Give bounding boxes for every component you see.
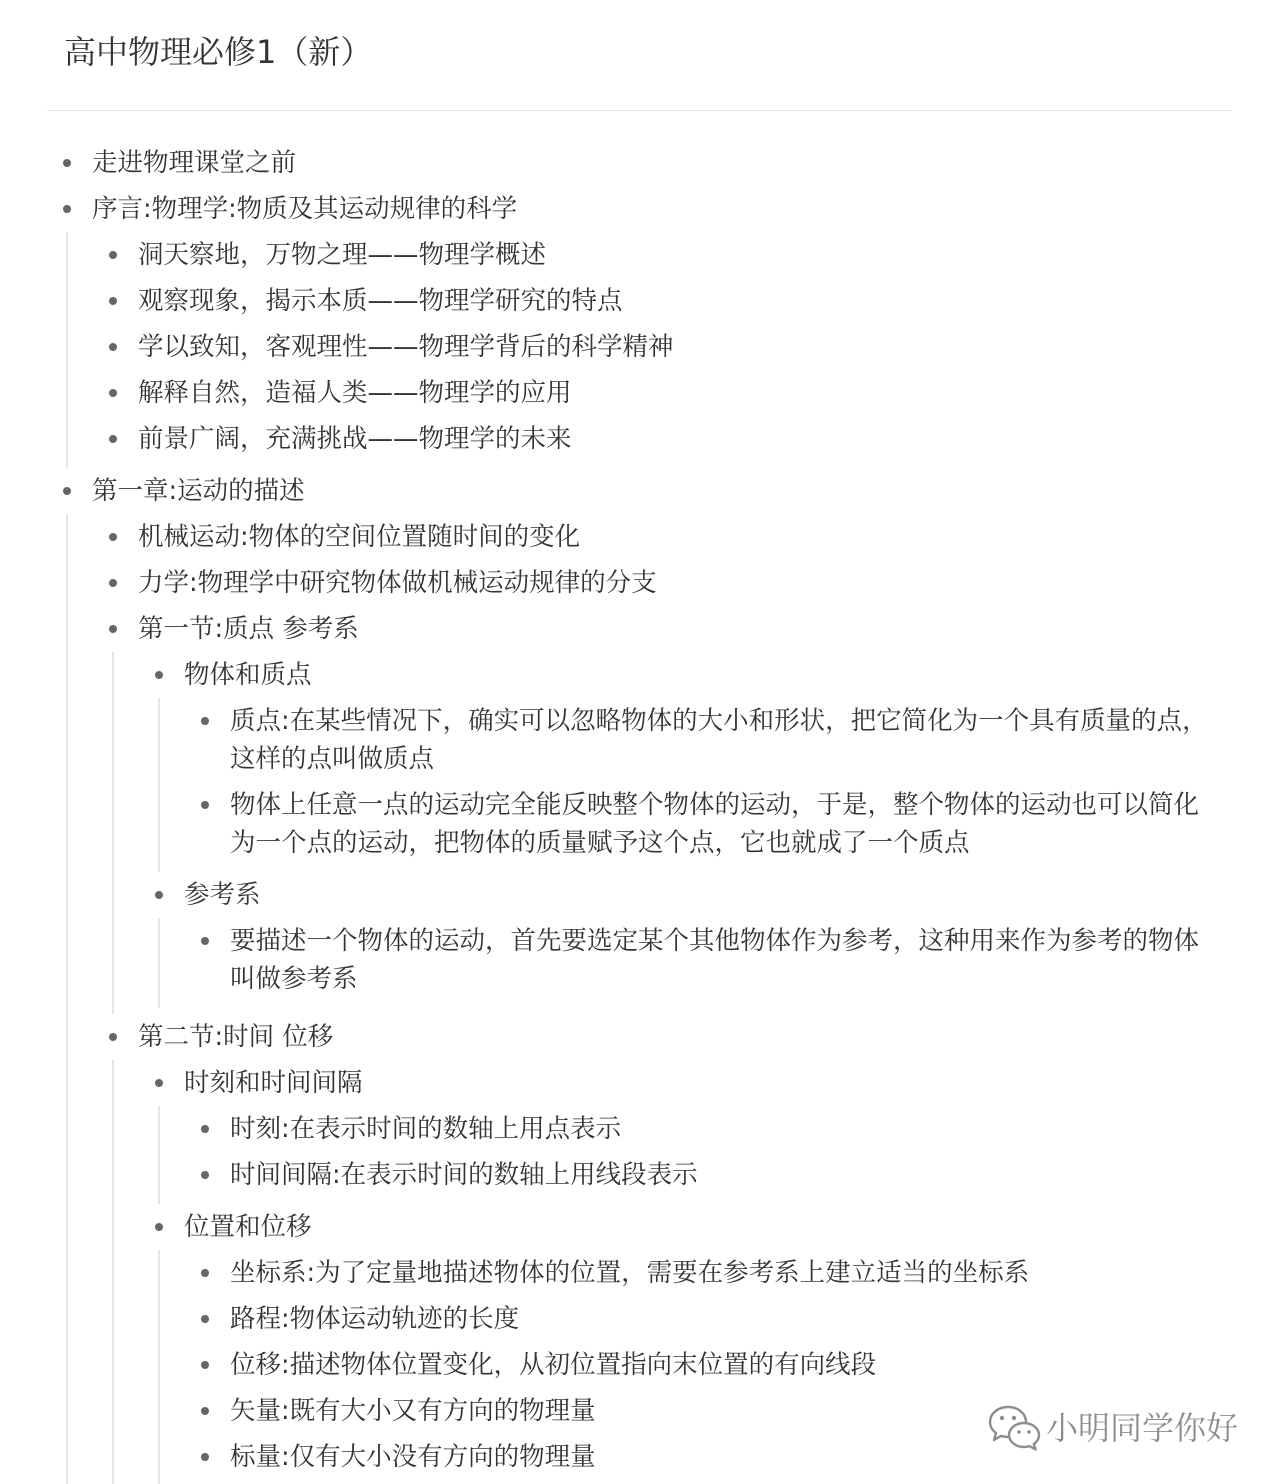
chapter-1-item bbox=[138, 514, 1215, 560]
outline-item-text: 观察现象，揭示本质——物理学研究的特点 bbox=[138, 286, 623, 316]
bullet-dot-icon[interactable] bbox=[109, 579, 117, 587]
bullet-dot-icon[interactable] bbox=[109, 533, 117, 541]
outline-row bbox=[230, 1342, 1215, 1388]
outline-row bbox=[230, 1250, 1215, 1296]
outline-item-pre-class bbox=[92, 140, 1215, 186]
note-item bbox=[230, 918, 1215, 1002]
outline-item-text: 参考系 bbox=[184, 880, 261, 910]
bubble-eye bbox=[1027, 1430, 1031, 1434]
bullet-dot-icon[interactable] bbox=[201, 1315, 209, 1323]
bullet-dot-icon[interactable] bbox=[109, 343, 117, 351]
bullet-dot-icon[interactable] bbox=[155, 671, 163, 679]
outline-row bbox=[230, 1152, 1215, 1198]
outline-row bbox=[138, 324, 1215, 370]
bullet-dot-icon[interactable] bbox=[109, 389, 117, 397]
outline-item-chapter-1 bbox=[92, 468, 1215, 1480]
outline-row bbox=[138, 278, 1215, 324]
outline-row bbox=[138, 560, 1215, 606]
wechat-icon bbox=[988, 1402, 1042, 1452]
outline-row bbox=[184, 872, 1215, 918]
outline-item-text: 走进物理课堂之前 bbox=[92, 148, 297, 178]
page-title: 高中物理必修1（新） bbox=[64, 33, 373, 71]
topic-item-time bbox=[184, 1060, 1215, 1204]
outline-item-text: 前景广阔，充满挑战——物理学的未来 bbox=[138, 424, 572, 454]
bullet-dot-icon[interactable] bbox=[201, 717, 209, 725]
outline-item-text: 矢量:既有大小又有方向的物理量 bbox=[230, 1396, 596, 1426]
bullet-dot-icon[interactable] bbox=[109, 1033, 117, 1041]
note-item bbox=[230, 1152, 1215, 1198]
outline-item-text: 第一节:质点 参考系 bbox=[138, 614, 359, 644]
bubble-eye bbox=[1000, 1416, 1004, 1420]
outline-item-text: 物体和质点 bbox=[184, 660, 312, 690]
bullet-dot-icon[interactable] bbox=[109, 297, 117, 305]
note-item bbox=[230, 1296, 1215, 1342]
outline-list bbox=[92, 140, 1215, 1480]
reference-frame-notes bbox=[230, 918, 1215, 1008]
outline-item-text: 时刻:在表示时间的数轴上用点表示 bbox=[230, 1114, 622, 1144]
outline-item-text: 质点:在某些情况下，确实可以忽略物体的大小和形状，把它简化为一个具有质量的点，这样的点叫做质点 bbox=[230, 706, 1208, 774]
outline-item-text: 第二节:时间 位移 bbox=[138, 1022, 334, 1052]
outline-item-text: 时刻和时间间隔 bbox=[184, 1068, 363, 1098]
preface-item bbox=[138, 324, 1215, 370]
bullet-dot-icon[interactable] bbox=[201, 801, 209, 809]
bullet-dot-icon[interactable] bbox=[155, 1079, 163, 1087]
bullet-dot-icon[interactable] bbox=[109, 625, 117, 633]
outline-row bbox=[184, 652, 1215, 698]
outline-row bbox=[230, 782, 1215, 866]
bullet-dot-icon[interactable] bbox=[201, 1171, 209, 1179]
particle-notes bbox=[230, 698, 1215, 872]
section-1-1-item bbox=[138, 606, 1215, 1014]
outline-row bbox=[184, 1060, 1215, 1106]
outline-item-text: 物体上任意一点的运动完全能反映整个物体的运动，于是，整个物体的运动也可以简化为一个点的运动，把物体的质量赋予这个点，它也就成了一个质点 bbox=[230, 790, 1200, 858]
outline-item-text: 位移:描述物体位置变化，从初位置指向末位置的有向线段 bbox=[230, 1350, 877, 1380]
outline-row bbox=[138, 1014, 1215, 1060]
bullet-dot-icon[interactable] bbox=[201, 1407, 209, 1415]
bubble-eye bbox=[1012, 1416, 1016, 1420]
bullet-dot-icon[interactable] bbox=[109, 251, 117, 259]
outline-item-text: 序言:物理学:物质及其运动规律的科学 bbox=[92, 194, 518, 224]
topic-item-reference-frame bbox=[184, 872, 1215, 1008]
outline-item-text: 洞天察地，万物之理——物理学概述 bbox=[138, 240, 547, 270]
outline-item-text: 位置和位移 bbox=[184, 1212, 312, 1242]
bullet-dot-icon[interactable] bbox=[201, 937, 209, 945]
bullet-dot-icon[interactable] bbox=[63, 205, 71, 213]
bullet-dot-icon[interactable] bbox=[109, 435, 117, 443]
preface-children bbox=[138, 232, 1215, 468]
watermark-text: 小明同学你好 bbox=[1046, 1409, 1239, 1447]
outline-row bbox=[230, 1106, 1215, 1152]
outline-row bbox=[138, 370, 1215, 416]
outline-row bbox=[92, 468, 1215, 514]
topic-item-particle bbox=[184, 652, 1215, 872]
time-notes bbox=[230, 1106, 1215, 1204]
bullet-dot-icon[interactable] bbox=[63, 487, 71, 495]
outline-item-preface bbox=[92, 186, 1215, 468]
outline-item-text: 学以致知，客观理性——物理学背后的科学精神 bbox=[138, 332, 674, 362]
bullet-dot-icon[interactable] bbox=[201, 1269, 209, 1277]
bullet-dot-icon[interactable] bbox=[155, 1223, 163, 1231]
small-chat-bubble bbox=[1009, 1423, 1039, 1450]
note-item bbox=[230, 782, 1215, 866]
preface-item bbox=[138, 278, 1215, 324]
outline-row bbox=[138, 416, 1215, 462]
note-item bbox=[230, 1106, 1215, 1152]
preface-item bbox=[138, 370, 1215, 416]
watermark bbox=[988, 1402, 1240, 1454]
bullet-dot-icon[interactable] bbox=[201, 1361, 209, 1369]
outline-row bbox=[230, 1296, 1215, 1342]
bullet-dot-icon[interactable] bbox=[155, 891, 163, 899]
outline-item-text: 坐标系:为了定量地描述物体的位置，需要在参考系上建立适当的坐标系 bbox=[230, 1258, 1030, 1288]
wechat-logo-graphic bbox=[988, 1402, 1042, 1452]
outline-row bbox=[138, 232, 1215, 278]
outline-item-text: 时间间隔:在表示时间的数轴上用线段表示 bbox=[230, 1160, 698, 1190]
outline-row bbox=[138, 514, 1215, 560]
bullet-dot-icon[interactable] bbox=[201, 1453, 209, 1461]
chapter-1-children bbox=[138, 514, 1215, 1480]
outline-row bbox=[230, 918, 1215, 1002]
outline-row bbox=[184, 1204, 1215, 1250]
section-1-1-children bbox=[184, 652, 1215, 1014]
preface-item bbox=[138, 232, 1215, 278]
note-item bbox=[230, 698, 1215, 782]
outline-item-text: 机械运动:物体的空间位置随时间的变化 bbox=[138, 522, 581, 552]
outline-item-text: 解释自然，造福人类——物理学的应用 bbox=[138, 378, 572, 408]
title-divider bbox=[47, 110, 1232, 111]
outline-row bbox=[230, 698, 1215, 782]
bubble-eye bbox=[1017, 1430, 1021, 1434]
outline-item-text: 要描述一个物体的运动，首先要选定某个其他物体作为参考，这种用来作为参考的物体叫做参考系 bbox=[230, 926, 1200, 994]
chapter-1-item bbox=[138, 560, 1215, 606]
outline-item-text: 第一章:运动的描述 bbox=[92, 476, 305, 506]
preface-item bbox=[138, 416, 1215, 462]
outline-item-text: 标量:仅有大小没有方向的物理量 bbox=[230, 1442, 596, 1472]
outline-item-text: 路程:物体运动轨迹的长度 bbox=[230, 1304, 520, 1334]
outline-row bbox=[92, 140, 1215, 186]
bullet-dot-icon[interactable] bbox=[63, 159, 71, 167]
outline-item-text: 力学:物理学中研究物体做机械运动规律的分支 bbox=[138, 568, 657, 598]
outline-row bbox=[92, 186, 1215, 232]
bullet-dot-icon[interactable] bbox=[201, 1125, 209, 1133]
outline-row bbox=[138, 606, 1215, 652]
note-item bbox=[230, 1342, 1215, 1388]
note-item bbox=[230, 1250, 1215, 1296]
